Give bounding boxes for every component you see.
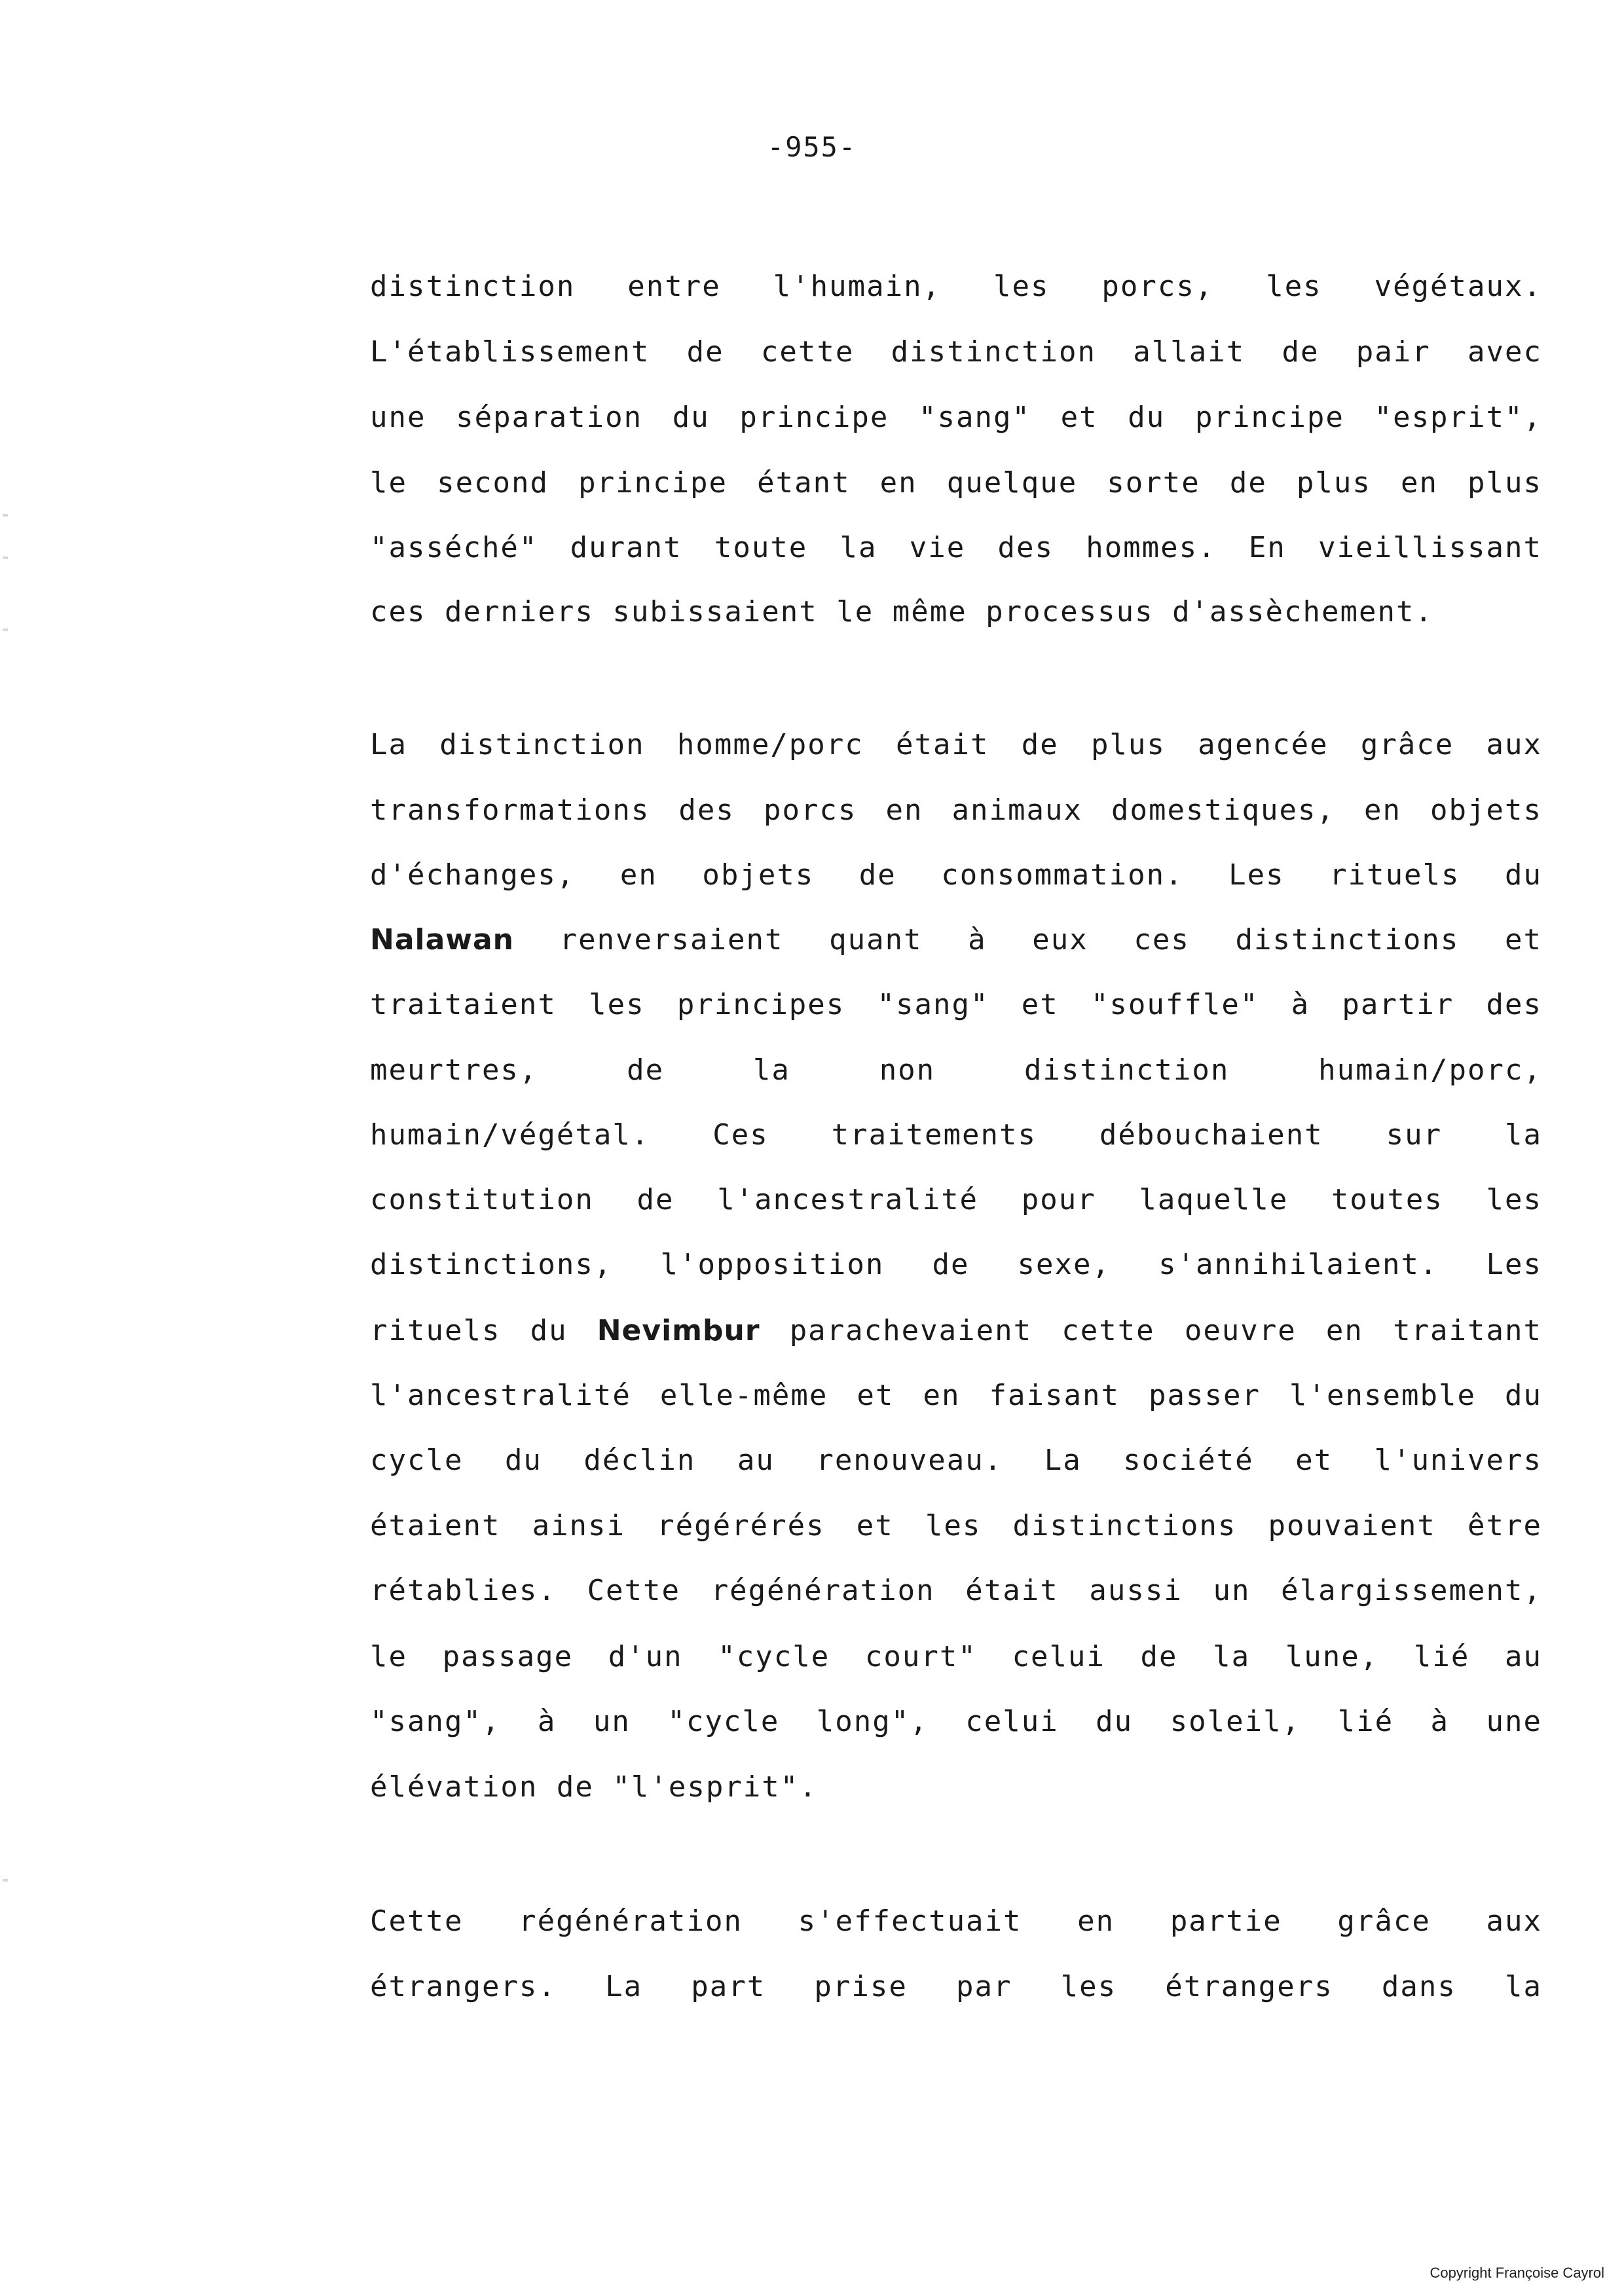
text-line: Cette régénération s'effectuait en partie grâce aux <box>370 1904 1542 1938</box>
text-line: l'ancestralité elle-même et en faisant passer l'ensemble du <box>370 1379 1542 1412</box>
text-line: meurtres, de la non distinction humain/porc, <box>370 1053 1542 1087</box>
text-line-with-bold-term <box>370 920 1542 960</box>
text-line: "sang", à un "cycle long", celui du soleil, lié à une <box>370 1705 1542 1738</box>
scan-mark <box>3 1879 8 1882</box>
text-line: le passage d'un "cycle court" celui de la lune, lié au <box>370 1640 1542 1673</box>
text-line: transformations des porcs en animaux domestiques, en objets <box>370 793 1542 827</box>
text-line: le second principe étant en quelque sorte de plus en plus <box>370 466 1542 500</box>
text-line: distinctions, l'opposition de sexe, s'annihilaient. Les <box>370 1248 1542 1281</box>
page-number: -955- <box>767 131 857 163</box>
text-line: rétablies. Cette régénération était aussi un élargissement, <box>370 1574 1542 1607</box>
text-line: étaient ainsi régérérés et les distinctions pouvaient être <box>370 1509 1542 1542</box>
text-segment: renversaient quant à eux ces distinctions et <box>513 923 1542 957</box>
scan-mark <box>3 556 8 559</box>
text-line: L'établissement de cette distinction allait de pair avec <box>370 335 1542 369</box>
text-line: distinction entre l'humain, les porcs, les végétaux. <box>370 270 1542 303</box>
text-line: une séparation du principe "sang" et du principe "esprit", <box>370 401 1542 434</box>
text-line: humain/végétal. Ces traitements débouchaient sur la <box>370 1118 1542 1152</box>
text-line: constitution de l'ancestralité pour laquelle toutes les <box>370 1183 1542 1216</box>
text-line: cycle du déclin au renouveau. La société et l'univers <box>370 1444 1542 1477</box>
copyright-notice: Copyright Françoise Cayrol <box>1430 2265 1604 2281</box>
term-nalawan: Nalawan <box>370 923 514 957</box>
text-line: élévation de "l'esprit". <box>370 1770 818 1804</box>
text-line: "asséché" durant toute la vie des hommes. En vieillissant <box>370 531 1542 564</box>
text-line: étrangers. La part prise par les étrangers dans la <box>370 1970 1542 2003</box>
text-line: ces derniers subissaient le même processus d'assèchement. <box>370 595 1433 629</box>
text-segment: parachevaient cette oeuvre en traitant <box>760 1314 1542 1347</box>
scan-mark <box>3 629 8 631</box>
text-segment: rituels du <box>370 1314 597 1347</box>
text-line: d'échanges, en objets de consommation. Les rituels du <box>370 858 1542 892</box>
text-line: traitaient les principes "sang" et "souffle" à partir des <box>370 988 1542 1021</box>
text-line-with-bold-term <box>370 1311 1542 1351</box>
scan-mark <box>3 514 8 517</box>
term-nevimbur: Nevimbur <box>597 1314 760 1347</box>
text-line: La distinction homme/porc était de plus agencée grâce aux <box>370 728 1542 761</box>
